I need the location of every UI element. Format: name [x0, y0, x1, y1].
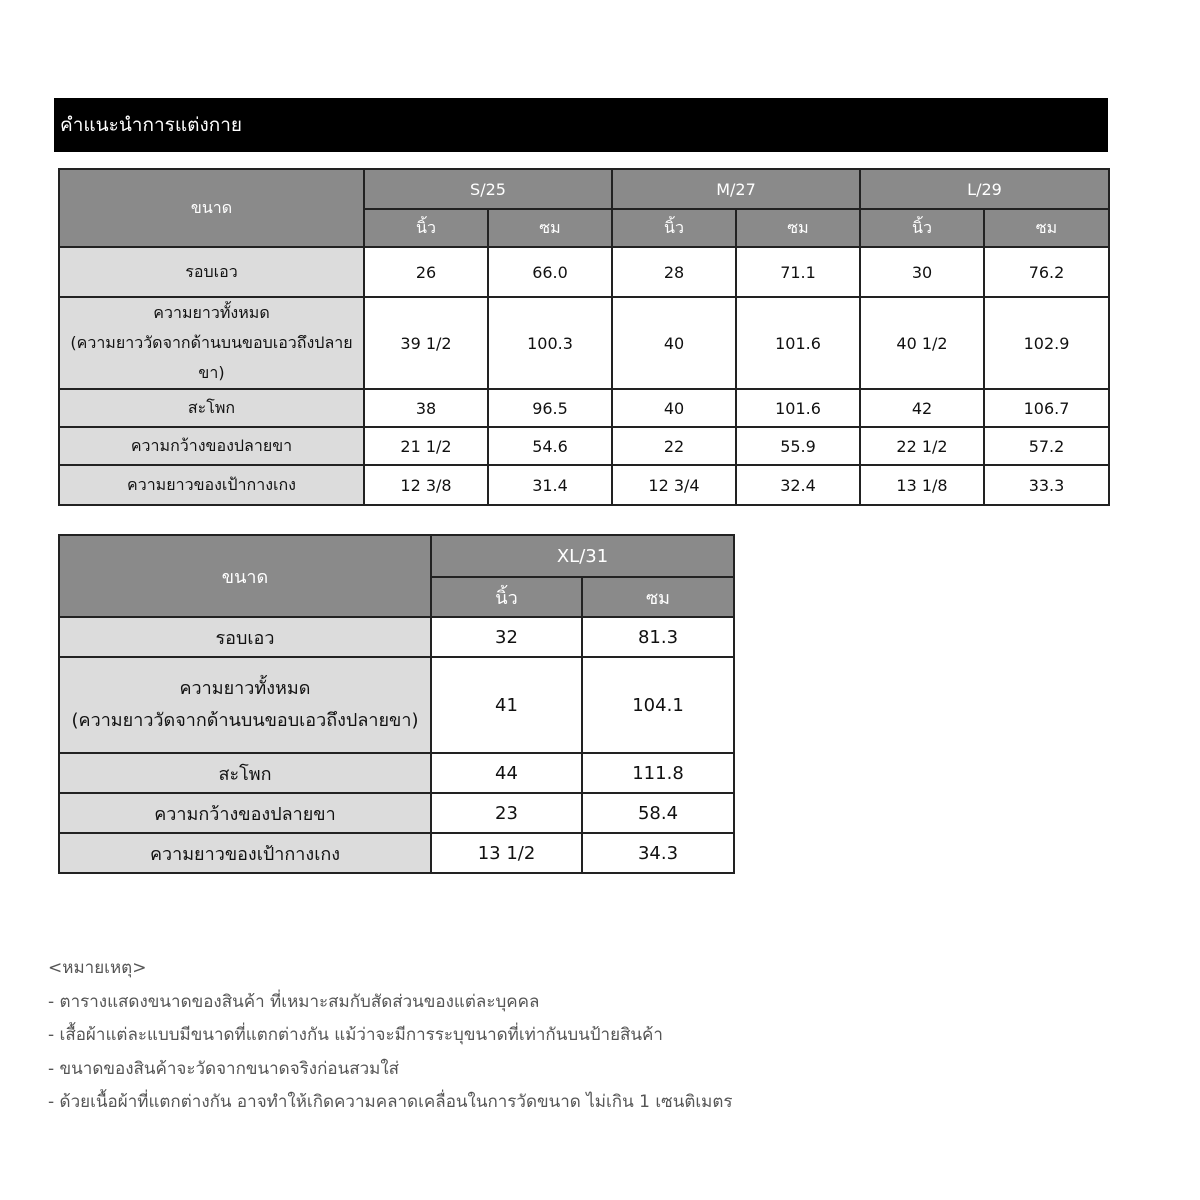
table-cell: 30 — [860, 247, 984, 297]
table-cell: 55.9 — [736, 427, 860, 465]
table-cell: 76.2 — [984, 247, 1109, 297]
row-label-line: สะโพก — [218, 763, 272, 785]
table-cell: 33.3 — [984, 465, 1109, 505]
size-column-header: ขนาด — [59, 169, 364, 247]
row-label-line: (ความยาววัดจากด้านบนขอบเอวถึงปลายขา) — [71, 710, 419, 731]
table-cell: 58.4 — [582, 793, 734, 833]
notes-heading: <หมายเหตุ> — [48, 958, 147, 978]
unit-cm-header: ซม — [582, 577, 734, 617]
table-cell: 96.5 — [488, 389, 612, 427]
table-cell: 39 1/2 — [364, 297, 488, 389]
table-cell: 102.9 — [984, 297, 1109, 389]
table-cell: 32.4 — [736, 465, 860, 505]
table-cell: 101.6 — [736, 389, 860, 427]
table-cell: 40 — [612, 297, 736, 389]
row-label — [59, 247, 364, 297]
unit-inch-header: นิ้ว — [860, 209, 984, 247]
table-cell: 54.6 — [488, 427, 612, 465]
table-cell: 22 — [612, 427, 736, 465]
table-cell: 66.0 — [488, 247, 612, 297]
table-row — [59, 753, 734, 793]
size-header-l: L/29 — [860, 169, 1109, 209]
row-label — [59, 753, 431, 793]
table-cell: 38 — [364, 389, 488, 427]
note-item: - ตารางแสดงขนาดของสินค้า ที่เหมาะสมกับสัดส่วนของแต่ละบุคคล — [48, 991, 540, 1012]
table-row — [59, 389, 1109, 427]
table-cell: 100.3 — [488, 297, 612, 389]
table-cell: 31.4 — [488, 465, 612, 505]
row-label — [59, 793, 431, 833]
row-label — [59, 617, 431, 657]
size-header-m: M/27 — [612, 169, 860, 209]
page-title-banner — [54, 98, 1108, 152]
table-cell: 32 — [431, 617, 582, 657]
table-cell: 12 3/4 — [612, 465, 736, 505]
unit-cm-header: ซม — [488, 209, 612, 247]
table-cell: 42 — [860, 389, 984, 427]
row-label-line: ความยาวของเป้ากางเกง — [127, 474, 296, 494]
row-label-line: ความกว้างของปลายขา — [130, 435, 293, 455]
row-label — [59, 465, 364, 505]
table-cell: 57.2 — [984, 427, 1109, 465]
table-cell: 13 1/2 — [431, 833, 582, 873]
row-label — [59, 427, 364, 465]
size-header-s: S/25 — [364, 169, 612, 209]
row-label — [59, 833, 431, 873]
table-cell: 106.7 — [984, 389, 1109, 427]
note-item: - ขนาดของสินค้าจะวัดจากขนาดจริงก่อนสวมใส่ — [48, 1058, 400, 1079]
row-label-line: รอบเอว — [215, 627, 275, 649]
table-cell: 40 — [612, 389, 736, 427]
unit-inch-header: นิ้ว — [431, 577, 582, 617]
size-table-s-m-l — [58, 168, 1110, 506]
notes-section — [48, 952, 1148, 1120]
row-label — [59, 657, 431, 753]
note-item: - ด้วยเนื้อผ้าที่แตกต่างกัน อาจทำให้เกิดความคลาดเคลื่อนในการวัดขนาด ไม่เกิน 1 เซนติเมตร — [48, 1092, 733, 1112]
table-row — [59, 617, 734, 657]
table-row — [59, 833, 734, 873]
table-cell: 40 1/2 — [860, 297, 984, 389]
size-table-xl — [58, 534, 735, 874]
table-row — [59, 657, 734, 753]
table-row — [59, 247, 1109, 297]
table-row — [59, 793, 734, 833]
size-header-xl: XL/31 — [431, 535, 734, 577]
row-label-line: รอบเอว — [185, 261, 238, 281]
table-cell: 44 — [431, 753, 582, 793]
row-label-line: ความยาวของเป้ากางเกง — [149, 843, 341, 865]
row-label-line: ความยาวทั้งหมด — [179, 678, 311, 699]
table-cell: 22 1/2 — [860, 427, 984, 465]
row-label-line: สะโพก — [187, 397, 236, 417]
table-cell: 81.3 — [582, 617, 734, 657]
table-cell: 34.3 — [582, 833, 734, 873]
row-label — [59, 389, 364, 427]
table-cell: 71.1 — [736, 247, 860, 297]
unit-inch-header: นิ้ว — [612, 209, 736, 247]
table-cell: 26 — [364, 247, 488, 297]
table-cell: 23 — [431, 793, 582, 833]
unit-inch-header: นิ้ว — [364, 209, 488, 247]
table-cell: 104.1 — [582, 657, 734, 753]
row-label-line: ขา) — [198, 363, 225, 382]
table-row — [59, 465, 1109, 505]
row-label-line: ความยาวทั้งหมด — [153, 303, 270, 322]
page-title: คำแนะนำการแต่งกาย — [60, 114, 243, 136]
table-cell: 13 1/8 — [860, 465, 984, 505]
table-row — [59, 297, 1109, 389]
table-row — [59, 427, 1109, 465]
table-cell: 111.8 — [582, 753, 734, 793]
row-label-line: ความกว้างของปลายขา — [154, 803, 336, 825]
row-label — [59, 297, 364, 389]
table-cell: 12 3/8 — [364, 465, 488, 505]
table-cell: 28 — [612, 247, 736, 297]
table-cell: 41 — [431, 657, 582, 753]
unit-cm-header: ซม — [984, 209, 1109, 247]
unit-cm-header: ซม — [736, 209, 860, 247]
note-item: - เสื้อผ้าแต่ละแบบมีขนาดที่แตกต่างกัน แม้ว่าจะมีการระบุขนาดที่เท่ากันบนป้ายสินค้า — [48, 1025, 663, 1045]
table-cell: 101.6 — [736, 297, 860, 389]
size-column-header: ขนาด — [59, 535, 431, 617]
row-label-line: (ความยาววัดจากด้านบนขอบเอวถึงปลาย — [70, 333, 353, 352]
table-cell: 21 1/2 — [364, 427, 488, 465]
